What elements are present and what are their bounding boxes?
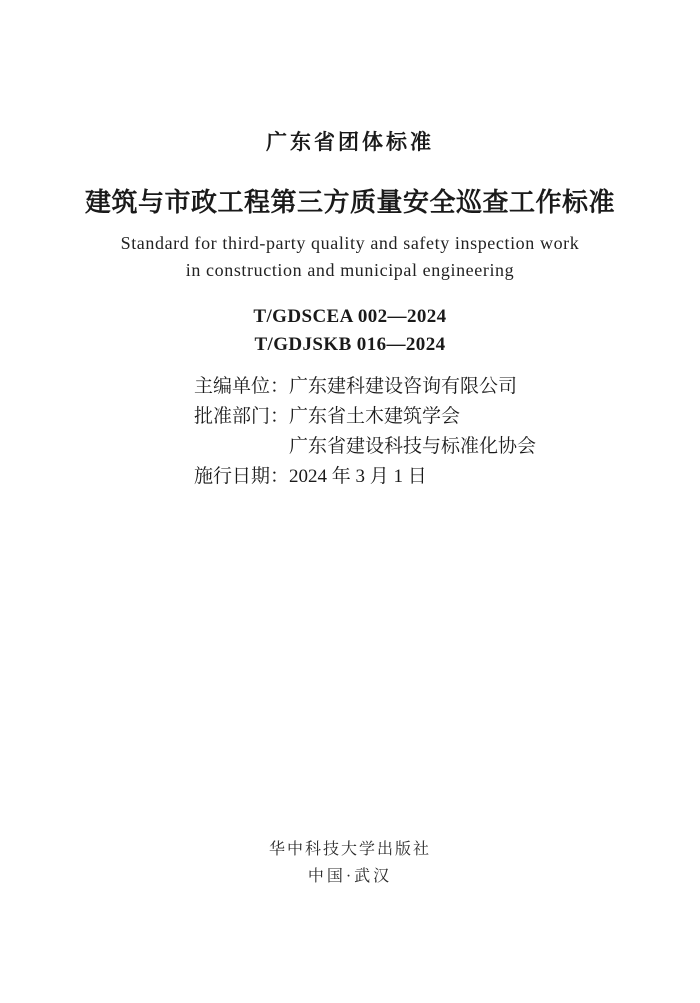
publisher-block — [0, 841, 700, 886]
approval-department-label: 批准部门： — [194, 406, 290, 427]
document-title-zh: 建筑与市政工程第三方质量安全巡查工作标准 — [84, 188, 615, 217]
standard-type-label: 广东省团体标准 — [266, 131, 434, 154]
document-title-en-line2: in construction and municipal engineering — [185, 260, 515, 280]
chief-editor-value: 广东建科建设咨询有限公司 — [289, 376, 518, 397]
publisher-name: 华中科技大学出版社 — [268, 841, 431, 858]
standard-numbers — [0, 303, 700, 359]
effective-date-value: 2024 年 3 月 1 日 — [289, 466, 427, 487]
document-title-en-line1: Standard for third-party quality and safety inspection work — [120, 233, 580, 253]
approval-department-value-1: 广东省土木建筑学会 — [289, 406, 461, 427]
publication-info — [194, 372, 536, 492]
approval-department-value-2: 广东省建设科技与标准化协会 — [289, 436, 537, 457]
approval-department-values — [289, 402, 536, 462]
document-title-en — [0, 230, 700, 284]
standard-number-1: T/GDSCEA 002—2024 — [253, 306, 447, 327]
effective-date-label: 施行日期： — [194, 466, 290, 487]
chief-editor-label: 主编单位： — [194, 376, 290, 397]
publisher-location: 中国·武汉 — [307, 868, 393, 885]
standard-number-2: T/GDJSKB 016—2024 — [254, 334, 446, 355]
